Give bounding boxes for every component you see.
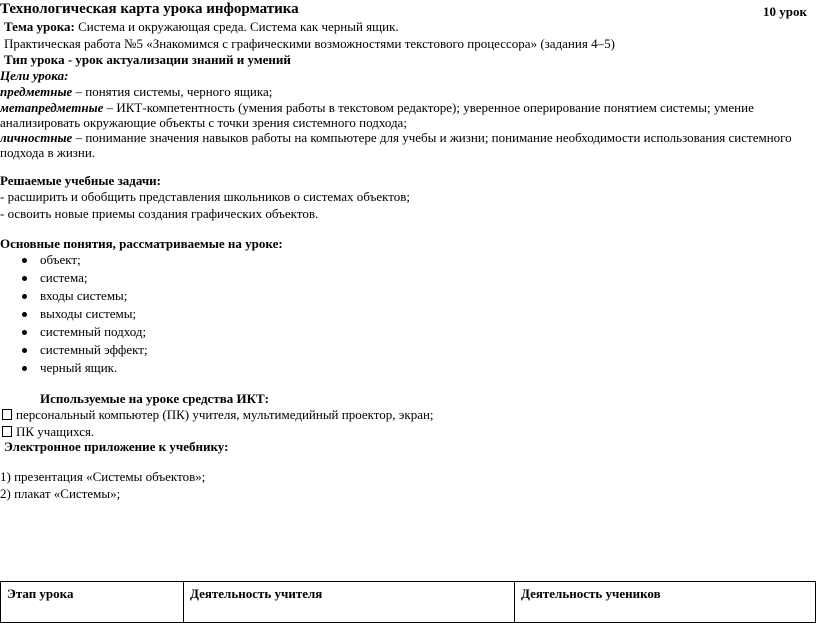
bullet-icon [22,294,27,299]
missing-glyph-icon [2,409,12,420]
goal-personal-label: личностные [0,130,73,145]
practical-work: Практическая работа №5 «Знакомимся с графическими возможностями текстового процессора» (задания 4–5) [4,36,615,51]
bullet-icon [22,366,27,371]
table-header-row [1,582,816,623]
concept-item: система; [40,270,88,285]
goal-subject [0,83,272,100]
goals-heading: Цели урока: [0,68,69,83]
bullet-icon [22,312,27,317]
task-item: - освоить новые приемы создания графических объектов. [0,206,319,221]
concept-item: системный эффект; [40,342,148,357]
tasks-heading: Решаемые учебные задачи: [0,173,162,188]
goal-personal [0,129,792,146]
concepts-heading: Основные понятия, рассматриваемые на уроке: [0,236,283,251]
goal-subject-label: предметные [0,84,73,99]
goal-meta-text: – ИКТ-компетентность (умения работы в текстовом редакторе); уверенное оперирование понятием системы; умение [103,100,754,115]
ict-heading: Используемые на уроке средства ИКТ: [40,391,270,406]
goal-subject-text: – понятия системы, черного ящика; [72,84,273,99]
goal-meta-label: метапредметные [0,100,104,115]
concept-item: выходы системы; [40,306,137,321]
e-app-item: 2) плакат «Системы»; [0,486,121,501]
topic-text: Система и окружающая среда. Система как черный ящик. [78,19,399,34]
ict-item [2,406,434,423]
topic-label: Тема урока: [4,19,75,34]
task-item: - расширить и обобщить представления школьников о системах объектов; [0,189,410,204]
bullet-icon [22,258,27,263]
concept-item: входы системы; [40,288,128,303]
concept-item: объект; [40,252,81,267]
lesson-stages-table [0,581,816,623]
bullet-icon [22,276,27,281]
ict-item-text: персональный компьютер (ПК) учителя, мультимедийный проектор, экран; [16,407,434,422]
goal-personal-text: – понимание значения навыков работы на компьютере для учебы и жизни; понимание необходимости использования системного [72,130,792,145]
lesson-topic [4,18,399,35]
e-app-item: 1) презентация «Системы объектов»; [0,469,206,484]
missing-glyph-icon [2,426,12,437]
lesson-number: 10 урок [763,4,807,19]
goal-meta-continued: анализировать окружающие объекты с точки зрения системного подхода; [0,115,407,130]
column-header-students: Деятельность учеников [515,582,816,623]
bullet-icon [22,348,27,353]
column-header-stage: Этап урока [1,582,184,623]
page-title: Технологическая карта урока информатика [0,1,299,17]
goal-personal-continued: подхода в жизни. [0,145,96,160]
ict-item-text: ПК учащихся. [16,424,95,439]
lesson-type: Тип урока - урок актуализации знаний и умений [4,52,291,67]
concept-item: системный подход; [40,324,147,339]
bullet-icon [22,330,27,335]
e-app-heading: Электронное приложение к учебнику: [4,439,229,454]
column-header-teacher: Деятельность учителя [184,582,515,623]
concept-item: черный ящик. [40,360,118,375]
